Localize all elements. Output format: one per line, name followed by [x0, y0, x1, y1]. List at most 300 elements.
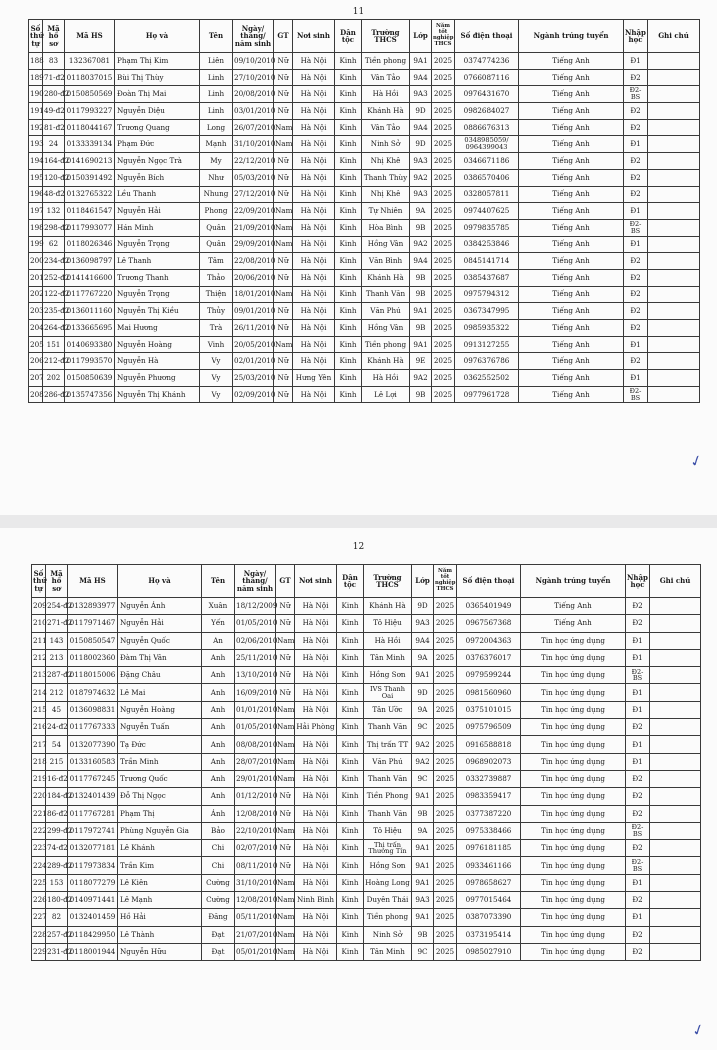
cell-admitted-major: Tiếng Anh: [519, 153, 624, 170]
cell-student-code: 0117767220: [65, 286, 115, 303]
cell-enrollment-status: Đ2: [624, 303, 648, 320]
cell-given-name: Vy: [200, 370, 233, 387]
header-school: Trường THCS: [364, 565, 412, 598]
cell-graduation-year: 2025: [432, 286, 455, 303]
cell-dossier-code: 231-đ2: [46, 943, 68, 960]
cell-ethnicity: Kinh: [335, 269, 362, 286]
cell-enrollment-status: Đ2: [626, 805, 650, 822]
cell-note: [648, 69, 700, 86]
cell-student-code: 0132401439: [68, 788, 118, 805]
cell-student-code: 0136011160: [65, 303, 115, 320]
header-dossier-code: Mã hồ sơ: [46, 565, 68, 598]
cell-birth-date: 18/12/2009: [235, 598, 276, 615]
cell-enrollment-status: Đ2: [626, 719, 650, 736]
cell-graduation-year: 2025: [434, 892, 457, 909]
cell-gender: Nữ: [276, 615, 295, 632]
cell-ethnicity: Kinh: [337, 598, 364, 615]
cell-dossier-code: 16-đ2: [46, 770, 68, 787]
cell-school: Văn Phú: [364, 753, 412, 770]
cell-note: [648, 119, 700, 136]
cell-graduation-year: 2025: [432, 69, 455, 86]
cell-phone-number: 0976376786: [455, 353, 519, 370]
cell-class: 9A2: [412, 736, 434, 753]
cell-given-name: Quân: [200, 236, 233, 253]
cell-birth-date: 12/08/2010: [235, 892, 276, 909]
header-ethnicity: Dân tộc: [335, 20, 362, 53]
cell-student-code: 0117973834: [68, 857, 118, 874]
header-class: Lớp: [410, 20, 432, 53]
cell-row-number: 198: [29, 219, 43, 236]
cell-birth-date: 02/09/2010: [233, 386, 274, 403]
cell-ethnicity: Kinh: [335, 303, 362, 320]
cell-class: 9C: [412, 943, 434, 960]
cell-birthplace: Hà Nội: [295, 822, 337, 839]
cell-enrollment-status: Đ2-BS: [626, 667, 650, 684]
cell-note: [648, 253, 700, 270]
cell-birth-date: 05/01/2010: [235, 943, 276, 960]
cell-note: [648, 336, 700, 353]
header-enrollment-status: Nhập học: [624, 20, 648, 53]
cell-admitted-major: Tiếng Anh: [519, 286, 624, 303]
cell-dossier-code: 202: [43, 370, 65, 387]
cell-phone-number: 0766087116: [455, 69, 519, 86]
cell-dossier-code: 280-đ2: [43, 86, 65, 103]
cell-birth-date: 20/08/2010: [233, 86, 274, 103]
table-row: [32, 840, 701, 857]
cell-admitted-major: Tin học ứng dụng: [521, 840, 626, 857]
cell-enrollment-status: Đ2: [624, 320, 648, 337]
cell-birth-date: 01/05/2010: [235, 719, 276, 736]
cell-row-number: 196: [29, 186, 43, 203]
cell-note: [650, 615, 701, 632]
cell-row-number: 219: [32, 770, 46, 787]
cell-gender: Nam: [274, 236, 293, 253]
table-header-row: [29, 20, 700, 53]
cell-birthplace: Hà Nội: [293, 203, 335, 220]
cell-dossier-code: 86-đ2: [46, 805, 68, 822]
cell-enrollment-status: Đ2: [624, 253, 648, 270]
cell-class: 9B: [410, 320, 432, 337]
cell-birth-date: 09/10/2010: [233, 53, 274, 70]
page-sheet-11: [0, 0, 717, 515]
cell-phone-number: 0373195414: [457, 926, 521, 943]
cell-birth-date: 29/09/2010: [233, 236, 274, 253]
cell-note: [648, 186, 700, 203]
cell-school: Thị trấn TT: [364, 736, 412, 753]
table-row: [29, 253, 700, 270]
header-birth-date: Ngày/ tháng/ năm sinh: [233, 20, 274, 53]
cell-phone-number: 0968902073: [457, 753, 521, 770]
cell-phone-number: 0933461166: [457, 857, 521, 874]
cell-enrollment-status: Đ1: [624, 136, 648, 153]
cell-class: 9B: [412, 805, 434, 822]
cell-class: 9D: [412, 684, 434, 701]
cell-class: 9A4: [412, 632, 434, 649]
cell-admitted-major: Tiếng Anh: [519, 336, 624, 353]
cell-family-name: Nguyễn Trọng: [115, 236, 200, 253]
cell-school: Khánh Hà: [364, 598, 412, 615]
cell-given-name: Linh: [200, 69, 233, 86]
cell-ethnicity: Kinh: [335, 169, 362, 186]
cell-given-name: Anh: [202, 701, 235, 718]
cell-note: [650, 770, 701, 787]
cell-student-code: 0141690213: [65, 153, 115, 170]
cell-ethnicity: Kinh: [337, 909, 364, 926]
cell-family-name: Nguyễn Ánh: [118, 598, 202, 615]
cell-ethnicity: Kinh: [335, 186, 362, 203]
cell-class: 9C: [412, 719, 434, 736]
cell-enrollment-status: Đ2-BS: [626, 822, 650, 839]
cell-student-code: 0132765322: [65, 186, 115, 203]
cell-class: 9A2: [410, 236, 432, 253]
cell-given-name: Long: [200, 119, 233, 136]
cell-note: [648, 386, 700, 403]
cell-gender: Nữ: [274, 186, 293, 203]
page-number: 12: [352, 542, 365, 552]
table-row: [29, 269, 700, 286]
cell-school: Thị trấn Thường Tín: [364, 840, 412, 857]
cell-admitted-major: Tiếng Anh: [519, 386, 624, 403]
cell-given-name: Anh: [202, 684, 235, 701]
cell-graduation-year: 2025: [434, 649, 457, 666]
cell-phone-number: 0346671186: [455, 153, 519, 170]
cell-note: [650, 719, 701, 736]
cell-school: Hồng Sơn: [364, 857, 412, 874]
cell-dossier-code: 286-đ2: [43, 386, 65, 403]
cell-birthplace: Hà Nội: [293, 353, 335, 370]
cell-ethnicity: Kinh: [335, 86, 362, 103]
cell-given-name: Chi: [202, 840, 235, 857]
cell-school: Khánh Hà: [362, 353, 410, 370]
cell-gender: Nam: [274, 286, 293, 303]
table-row: [29, 203, 700, 220]
cell-birthplace: Hà Nội: [295, 684, 337, 701]
cell-note: [650, 632, 701, 649]
cell-school: Hoàng Long: [364, 874, 412, 891]
cell-class: 9D: [410, 103, 432, 120]
cell-note: [648, 219, 700, 236]
cell-given-name: Vinh: [200, 336, 233, 353]
cell-dossier-code: 132: [43, 203, 65, 220]
cell-school: Tự Nhiên: [362, 203, 410, 220]
cell-birth-date: 26/11/2010: [233, 320, 274, 337]
header-gender: GT: [276, 565, 295, 598]
cell-class: 9A3: [410, 186, 432, 203]
cell-graduation-year: 2025: [434, 598, 457, 615]
cell-row-number: 214: [32, 684, 46, 701]
cell-phone-number: 0385437687: [455, 269, 519, 286]
cell-note: [650, 736, 701, 753]
cell-phone-number: 0377387220: [457, 805, 521, 822]
cell-row-number: 229: [32, 943, 46, 960]
table-row: [29, 336, 700, 353]
cell-dossier-code: 122-đ2: [43, 286, 65, 303]
cell-graduation-year: 2025: [434, 926, 457, 943]
cell-admitted-major: Tin học ứng dụng: [521, 822, 626, 839]
page-number: 11: [352, 7, 365, 17]
cell-phone-number: 0332739887: [457, 770, 521, 787]
cell-row-number: 206: [29, 353, 43, 370]
cell-note: [650, 840, 701, 857]
cell-admitted-major: Tin học ứng dụng: [521, 736, 626, 753]
cell-note: [648, 236, 700, 253]
header-dossier-code: Mã hồ sơ: [43, 20, 65, 53]
cell-row-number: 220: [32, 788, 46, 805]
cell-school: Tiền phong: [362, 53, 410, 70]
cell-enrollment-status: Đ2-BS: [624, 386, 648, 403]
cell-admitted-major: Tin học ứng dụng: [521, 805, 626, 822]
header-family-name: Họ và: [115, 20, 200, 53]
cell-birth-date: 01/05/2010: [235, 615, 276, 632]
cell-school: Văn Bình: [362, 253, 410, 270]
cell-enrollment-status: Đ1: [626, 753, 650, 770]
cell-given-name: Mạnh: [200, 136, 233, 153]
cell-phone-number: 0328057811: [455, 186, 519, 203]
cell-graduation-year: 2025: [432, 370, 455, 387]
cell-ethnicity: Kinh: [335, 153, 362, 170]
table-row: [32, 805, 701, 822]
cell-school: Tân Minh: [364, 943, 412, 960]
cell-family-name: Phạm Thị Kim: [115, 53, 200, 70]
cell-graduation-year: 2025: [432, 320, 455, 337]
cell-school: Hà Hồi: [362, 86, 410, 103]
header-birth-date: Ngày/ tháng/ năm sinh: [235, 565, 276, 598]
cell-school: Thanh Văn: [364, 770, 412, 787]
cell-birthplace: Hà Nội: [293, 303, 335, 320]
cell-school: Nhị Khê: [362, 153, 410, 170]
cell-note: [648, 320, 700, 337]
cell-enrollment-status: Đ2: [624, 353, 648, 370]
cell-row-number: 222: [32, 822, 46, 839]
cell-dossier-code: 164-đ2: [43, 153, 65, 170]
cell-admitted-major: Tin học ứng dụng: [521, 649, 626, 666]
cell-dossier-code: 48-đ2: [43, 186, 65, 203]
table-row: [32, 857, 701, 874]
cell-enrollment-status: Đ2-BS: [624, 86, 648, 103]
cell-birthplace: Hà Nội: [295, 788, 337, 805]
cell-student-code: 0132077390: [68, 736, 118, 753]
cell-graduation-year: 2025: [432, 136, 455, 153]
cell-enrollment-status: Đ2: [624, 69, 648, 86]
cell-birth-date: 05/11/2010: [235, 909, 276, 926]
cell-student-code: 0118026346: [65, 236, 115, 253]
cell-ethnicity: Kinh: [335, 136, 362, 153]
cell-gender: Nữ: [276, 788, 295, 805]
cell-class: 9A3: [412, 615, 434, 632]
cell-student-code: 132367081: [65, 53, 115, 70]
cell-enrollment-status: Đ1: [624, 370, 648, 387]
cell-note: [650, 822, 701, 839]
cell-family-name: Trương Thanh: [115, 269, 200, 286]
cell-birthplace: Hà Nội: [295, 598, 337, 615]
cell-dossier-code: 82: [46, 909, 68, 926]
cell-gender: Nam: [274, 336, 293, 353]
cell-graduation-year: 2025: [432, 169, 455, 186]
cell-school: Hồng Sơn: [364, 667, 412, 684]
cell-student-code: 0140971441: [68, 892, 118, 909]
cell-graduation-year: 2025: [434, 840, 457, 857]
cell-row-number: 208: [29, 386, 43, 403]
cell-birthplace: Hưng Yên: [293, 370, 335, 387]
cell-graduation-year: 2025: [432, 103, 455, 120]
cell-gender: Nam: [276, 770, 295, 787]
cell-given-name: Tâm: [200, 253, 233, 270]
cell-note: [650, 649, 701, 666]
cell-enrollment-status: Đ2: [626, 892, 650, 909]
cell-birthplace: Hà Nội: [293, 86, 335, 103]
cell-birth-date: 02/07/2010: [235, 840, 276, 857]
cell-phone-number: 0972004363: [457, 632, 521, 649]
table-row: [29, 119, 700, 136]
cell-dossier-code: 180-đ2: [46, 892, 68, 909]
cell-given-name: Linh: [200, 86, 233, 103]
table-row: [32, 649, 701, 666]
table-row: [32, 788, 701, 805]
header-birthplace: Nơi sinh: [293, 20, 335, 53]
cell-graduation-year: 2025: [432, 219, 455, 236]
cell-phone-number: 0975796509: [457, 719, 521, 736]
cell-phone-number: 0977961728: [455, 386, 519, 403]
cell-given-name: Bảo: [202, 822, 235, 839]
cell-gender: Nữ: [274, 103, 293, 120]
cell-birth-date: 12/08/2010: [235, 805, 276, 822]
cell-phone-number: 0886676313: [455, 119, 519, 136]
table-row: [32, 822, 701, 839]
cell-row-number: 204: [29, 320, 43, 337]
cell-given-name: Anh: [202, 736, 235, 753]
cell-ethnicity: Kinh: [335, 236, 362, 253]
cell-note: [650, 874, 701, 891]
cell-birthplace: Hà Nội: [293, 386, 335, 403]
cell-enrollment-status: Đ1: [626, 684, 650, 701]
cell-ethnicity: Kinh: [337, 892, 364, 909]
cell-student-code: 0117972741: [68, 822, 118, 839]
table-row: [29, 286, 700, 303]
cell-family-name: Lê Thành: [118, 926, 202, 943]
cell-dossier-code: 49-đ2: [43, 103, 65, 120]
cell-family-name: Nguyễn Thị Kiều: [115, 303, 200, 320]
cell-row-number: 216: [32, 719, 46, 736]
cell-row-number: 225: [32, 874, 46, 891]
cell-birth-date: 22/12/2010: [233, 153, 274, 170]
cell-family-name: Hán Minh: [115, 219, 200, 236]
cell-school: Nhị Khê: [362, 186, 410, 203]
cell-phone-number: 0376376017: [457, 649, 521, 666]
cell-family-name: Nguyễn Thị Khánh: [115, 386, 200, 403]
cell-class: 9A1: [412, 857, 434, 874]
cell-birthplace: Hà Nội: [293, 236, 335, 253]
cell-class: 9C: [412, 770, 434, 787]
cell-gender: Nam: [274, 119, 293, 136]
cell-admitted-major: Tiếng Anh: [521, 598, 626, 615]
cell-graduation-year: 2025: [432, 269, 455, 286]
cell-phone-number: 0975338466: [457, 822, 521, 839]
cell-gender: Nữ: [274, 169, 293, 186]
cell-birthplace: Hà Nội: [295, 926, 337, 943]
cell-ethnicity: Kinh: [335, 336, 362, 353]
cell-class: 9A3: [410, 153, 432, 170]
cell-birthplace: Hà Nội: [295, 770, 337, 787]
cell-birth-date: 22/08/2010: [233, 253, 274, 270]
cell-enrollment-status: Đ1: [626, 701, 650, 718]
cell-graduation-year: 2025: [432, 236, 455, 253]
cell-dossier-code: 54: [46, 736, 68, 753]
cell-given-name: Linh: [200, 103, 233, 120]
cell-admitted-major: Tin học ứng dụng: [521, 788, 626, 805]
cell-class: 9A: [412, 822, 434, 839]
table-row: [29, 103, 700, 120]
cell-ethnicity: Kinh: [337, 770, 364, 787]
cell-birth-date: 28/07/2010: [235, 753, 276, 770]
cell-dossier-code: 252-đ2: [43, 269, 65, 286]
table-row: [32, 770, 701, 787]
cell-birth-date: 08/11/2010: [235, 857, 276, 874]
cell-graduation-year: 2025: [434, 909, 457, 926]
cell-admitted-major: Tin học ứng dụng: [521, 770, 626, 787]
cell-gender: Nữ: [274, 253, 293, 270]
cell-ethnicity: Kinh: [337, 719, 364, 736]
cell-school: Hà Hồi: [364, 632, 412, 649]
cell-admitted-major: Tiếng Anh: [519, 203, 624, 220]
cell-class: 9A1: [412, 874, 434, 891]
cell-enrollment-status: Đ2-BS: [626, 857, 650, 874]
cell-student-code: 0117993227: [65, 103, 115, 120]
page-sheet-12: [0, 528, 717, 1050]
cell-phone-number: 0365401949: [457, 598, 521, 615]
cell-row-number: 190: [29, 86, 43, 103]
cell-admitted-major: Tiếng Anh: [519, 69, 624, 86]
cell-admitted-major: Tin học ứng dụng: [521, 753, 626, 770]
cell-ethnicity: Kinh: [335, 203, 362, 220]
cell-admitted-major: Tiếng Anh: [519, 353, 624, 370]
cell-birthplace: Hà Nội: [295, 909, 337, 926]
cell-admitted-major: Tiếng Anh: [519, 269, 624, 286]
cell-birth-date: 02/06/2010: [235, 632, 276, 649]
header-row-number: Số thứ tự: [29, 20, 43, 53]
cell-school: Khánh Hà: [362, 103, 410, 120]
cell-phone-number: 0977015464: [457, 892, 521, 909]
cell-birth-date: 01/01/2010: [235, 701, 276, 718]
cell-school: Thanh Văn: [362, 286, 410, 303]
cell-gender: Nam: [276, 892, 295, 909]
cell-family-name: Nguyễn Hải: [115, 203, 200, 220]
cell-gender: Nam: [276, 874, 295, 891]
cell-birth-date: 05/03/2010: [233, 169, 274, 186]
cell-school: Khánh Hà: [362, 269, 410, 286]
cell-phone-number: 0362552502: [455, 370, 519, 387]
cell-admitted-major: Tiếng Anh: [519, 186, 624, 203]
cell-ethnicity: Kinh: [337, 805, 364, 822]
cell-given-name: Trà: [200, 320, 233, 337]
cell-gender: Nữ: [274, 153, 293, 170]
cell-admitted-major: Tiếng Anh: [519, 219, 624, 236]
header-admitted-major: Ngành trúng tuyển: [521, 565, 626, 598]
cell-row-number: 200: [29, 253, 43, 270]
cell-birthplace: Hà Nội: [295, 874, 337, 891]
cell-family-name: Tạ Đức: [118, 736, 202, 753]
header-row-number: Số thứ tự: [32, 565, 46, 598]
cell-row-number: 215: [32, 701, 46, 718]
cell-row-number: 193: [29, 136, 43, 153]
cell-given-name: Liên: [200, 53, 233, 70]
header-gender: GT: [274, 20, 293, 53]
cell-student-code: 0140693380: [65, 336, 115, 353]
table-row: [32, 892, 701, 909]
cell-graduation-year: 2025: [434, 667, 457, 684]
table-row: [32, 874, 701, 891]
cell-given-name: Ánh: [202, 805, 235, 822]
cell-gender: Nam: [276, 736, 295, 753]
